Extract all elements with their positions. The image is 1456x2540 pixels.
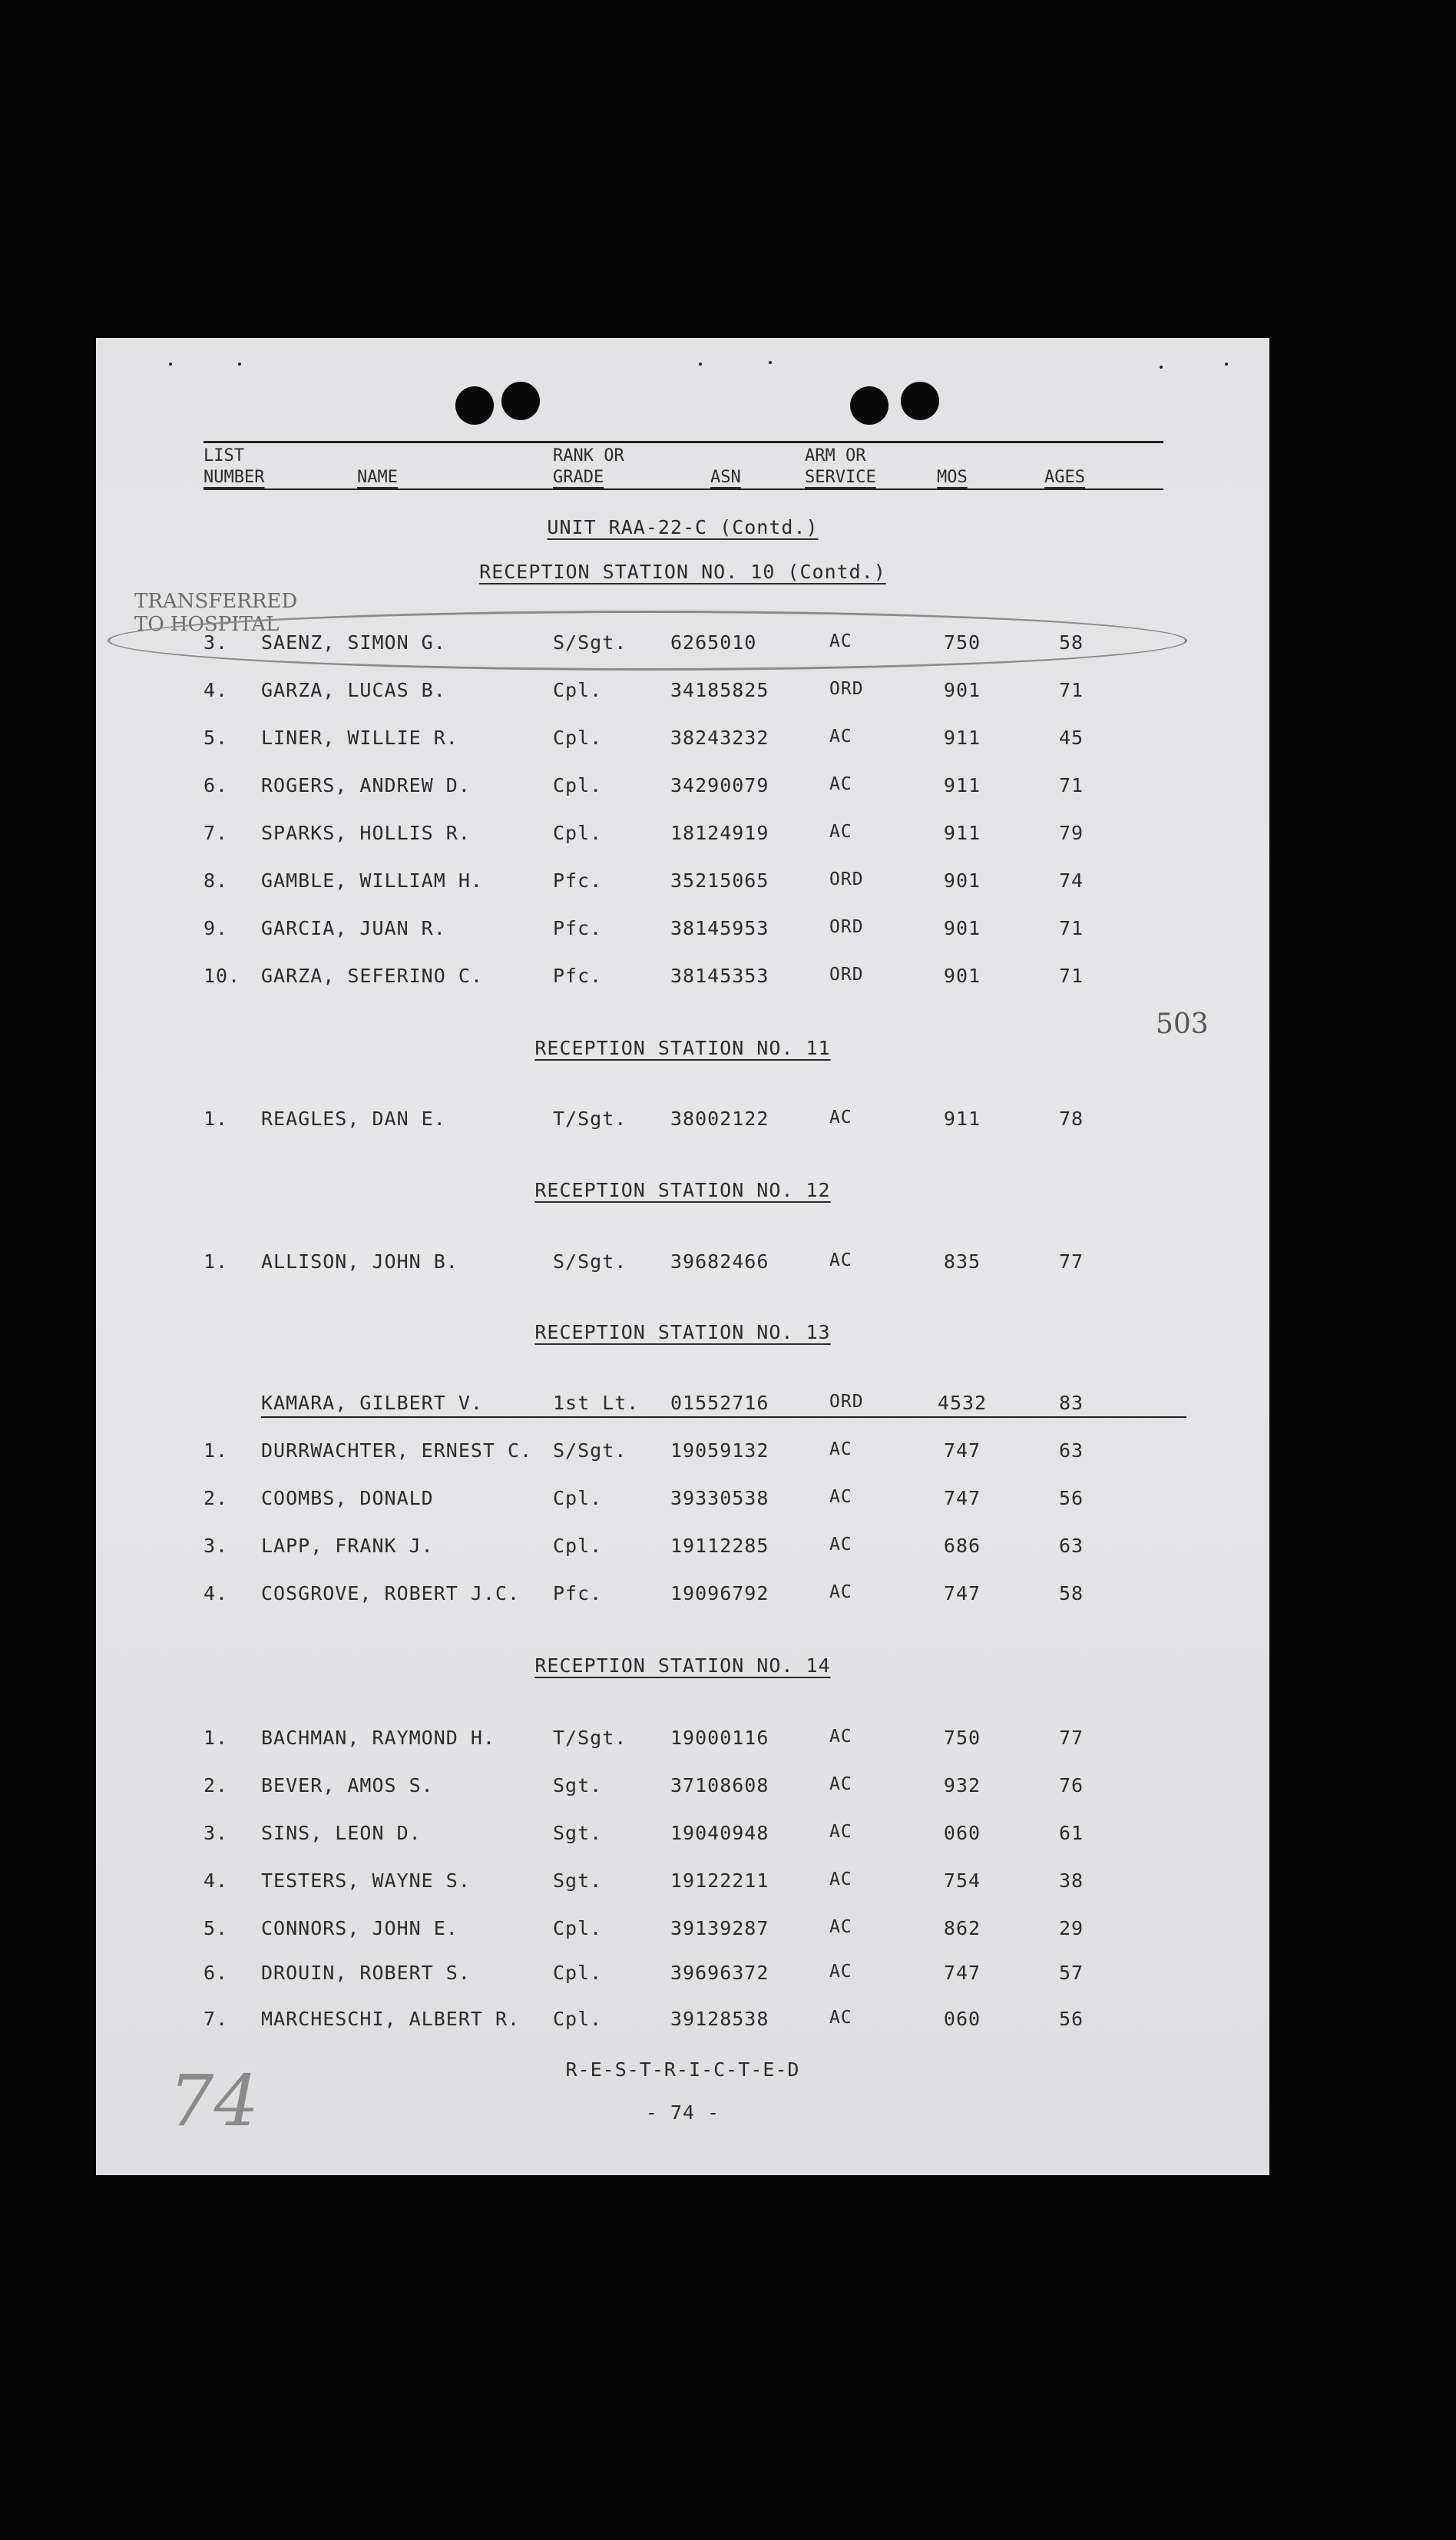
header-name: NAME [357, 468, 398, 487]
table-row: 7. SPARKS, HOLLIS R. Cpl. 18124919 AC 911 79 [204, 822, 1084, 844]
speck [1160, 366, 1163, 369]
table-row: 6. ROGERS, ANDREW D. Cpl. 34290079 AC 911 71 [204, 774, 1084, 796]
table-row: 1. REAGLES, DAN E. T/Sgt. 38002122 AC 911 78 [204, 1108, 1084, 1130]
section-title-station-11: RECEPTION STATION NO. 11 [534, 1037, 831, 1059]
table-row: 4. GARZA, LUCAS B. Cpl. 34185825 ORD 901 71 [204, 679, 1084, 701]
header-list-number: LIST NUMBER [204, 446, 265, 487]
table-row: 4. COSGROVE, ROBERT J.C. Pfc. 19096792 AC 747 58 [204, 1582, 1084, 1604]
table-row: 3. SINS, LEON D. Sgt. 19040948 AC 060 61 [204, 1822, 1084, 1844]
header-asn: ASN [710, 468, 741, 487]
document-page [96, 338, 1269, 2175]
table-row: 2. BEVER, AMOS S. Sgt. 37108608 AC 932 76 [204, 1774, 1084, 1797]
restricted-marking: R-E-S-T-R-I-C-T-E-D [565, 2058, 800, 2081]
table-row: 2. COOMBS, DONALD Cpl. 39330538 AC 747 56 [204, 1487, 1084, 1509]
side-page-number: 503 [1156, 1008, 1209, 1040]
punch-hole [901, 382, 939, 420]
table-row: 1. BACHMAN, RAYMOND H. T/Sgt. 19000116 AC 750 77 [204, 1727, 1084, 1749]
punch-hole [455, 386, 494, 425]
section-title-station-10: RECEPTION STATION NO. 10 (Contd.) [479, 561, 886, 583]
punch-hole [501, 382, 540, 420]
speck [169, 363, 172, 366]
handwritten-page-number: 74 [169, 2060, 260, 2142]
table-row: 1. DURRWACHTER, ERNEST C. S/Sgt. 19059132 AC 747 63 [204, 1439, 1084, 1462]
speck [1225, 363, 1228, 366]
header-top-rule [204, 441, 1163, 443]
table-row: 4. TESTERS, WAYNE S. Sgt. 19122211 AC 754 38 [204, 1869, 1084, 1892]
punch-hole [850, 386, 888, 425]
table-row: 7. MARCHESCHI, ALBERT R. Cpl. 39128538 AC 060 56 [204, 2008, 1084, 2030]
speck [769, 361, 772, 364]
page-number: - 74 - [645, 2101, 720, 2124]
section-title-station-14: RECEPTION STATION NO. 14 [534, 1654, 831, 1677]
table-row: 1. ALLISON, JOHN B. S/Sgt. 39682466 AC 835 77 [204, 1250, 1084, 1273]
officer-row: KAMARA, GILBERT V. 1st Lt. 01552716 ORD 4532 83 [261, 1392, 1084, 1414]
header-ages: AGES [1044, 468, 1085, 487]
section-title-station-12: RECEPTION STATION NO. 12 [534, 1179, 831, 1201]
table-row: 5. LINER, WILLIE R. Cpl. 38243232 AC 911 45 [204, 727, 1084, 749]
speck [699, 363, 702, 366]
header-arm: ARM OR SERVICE [805, 446, 876, 487]
table-row: 3. SAENZ, SIMON G. S/Sgt. 6265010 AC 750 58 [204, 631, 1084, 654]
speck [238, 363, 241, 366]
table-row: 3. LAPP, FRANK J. Cpl. 19112285 AC 686 63 [204, 1535, 1084, 1557]
unit-title: UNIT RAA-22-C (Contd.) [547, 516, 819, 538]
table-row: 10. GARZA, SEFERINO C. Pfc. 38145353 ORD 901 71 [204, 965, 1084, 987]
section-title-station-13: RECEPTION STATION NO. 13 [534, 1321, 831, 1343]
table-row: 8. GAMBLE, WILLIAM H. Pfc. 35215065 ORD 901 74 [204, 869, 1084, 892]
header-mos: MOS [937, 468, 968, 487]
table-row: 5. CONNORS, JOHN E. Cpl. 39139287 AC 862 29 [204, 1917, 1084, 1939]
officer-row-underline [261, 1416, 1186, 1418]
table-row: 9. GARCIA, JUAN R. Pfc. 38145953 ORD 901 71 [204, 917, 1084, 939]
transferred-stamp: TRANSFERRED TO HOSPITAL [134, 590, 298, 636]
table-row: 6. DROUIN, ROBERT S. Cpl. 39696372 AC 747 57 [204, 1962, 1084, 1984]
header-bottom-rule [204, 488, 1163, 490]
header-rank: RANK OR GRADE [553, 446, 624, 487]
